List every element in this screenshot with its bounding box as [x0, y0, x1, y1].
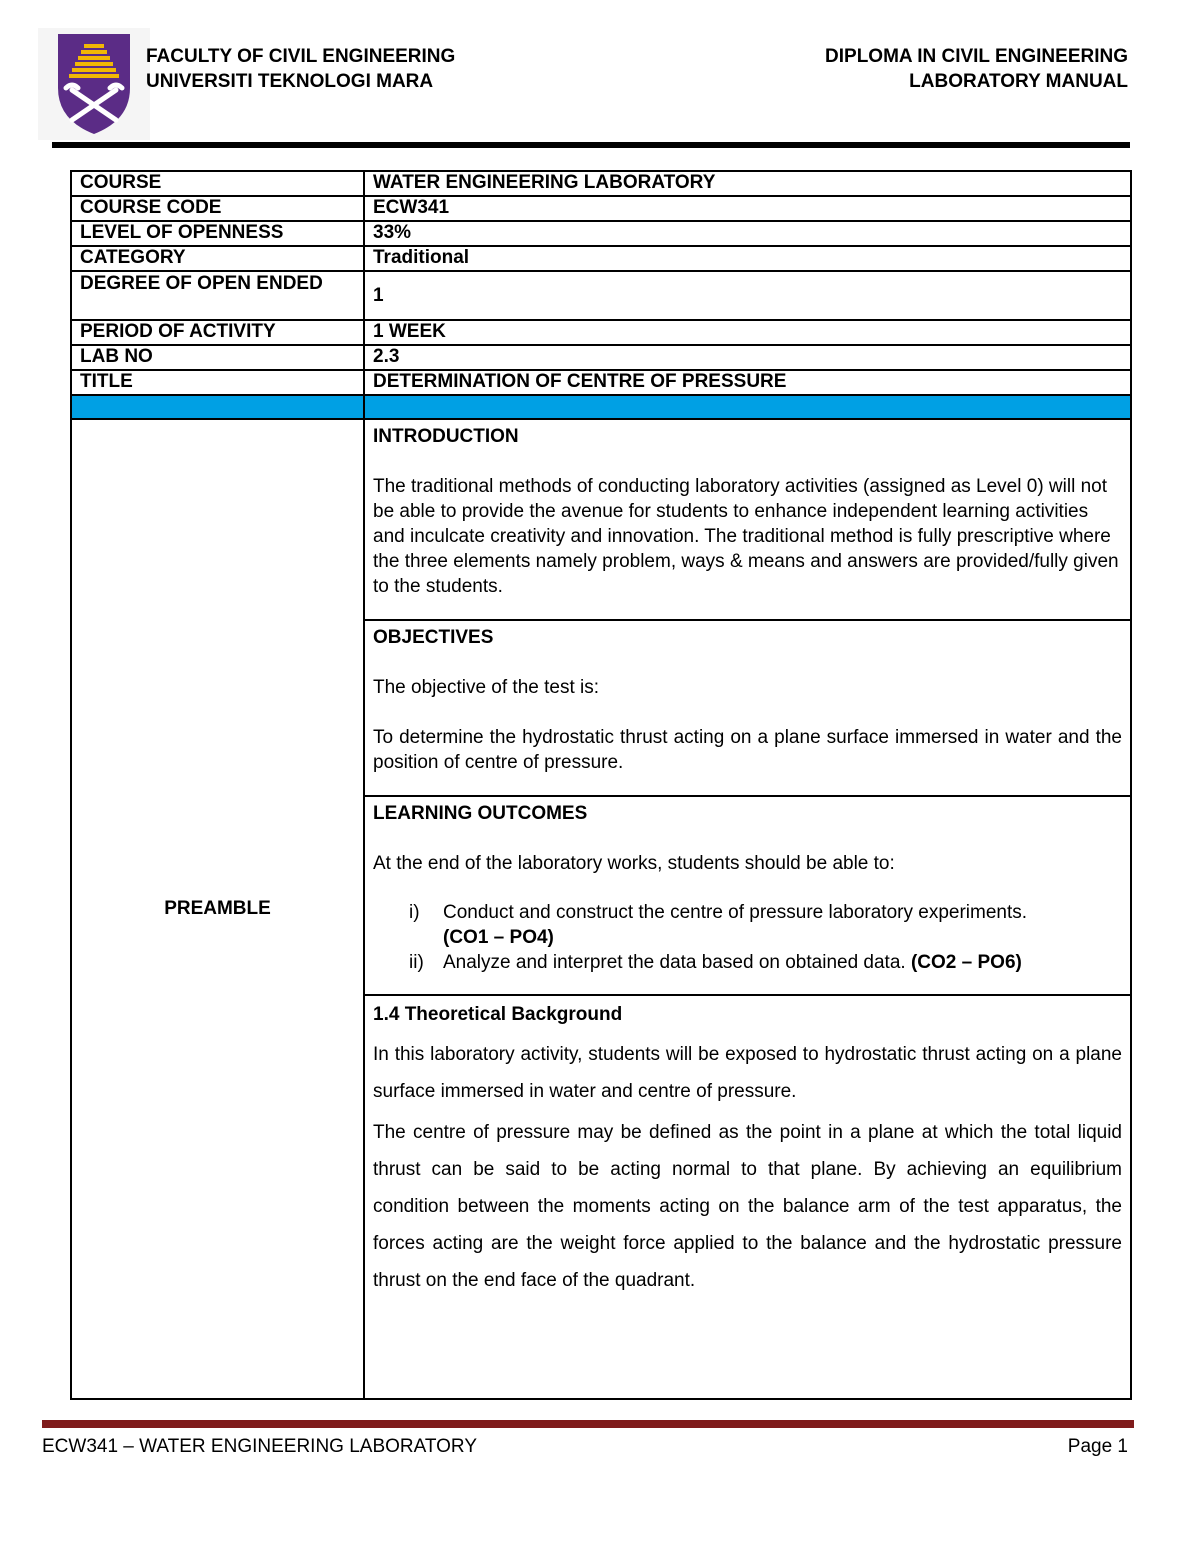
info-label: LAB NO	[71, 345, 364, 370]
university-name: UNIVERSITI TEKNOLOGI MARA	[146, 71, 434, 92]
learning-outcomes-list	[373, 900, 1122, 975]
info-row-period-of-activity	[71, 320, 1131, 345]
manual-name: LABORATORY MANUAL	[909, 71, 1128, 92]
learning-outcomes-intro: At the end of the laboratory works, students should be able to:	[373, 853, 895, 874]
info-row-course	[71, 171, 1131, 196]
list-item	[373, 900, 1122, 950]
theory-cell	[364, 995, 1131, 1399]
info-label: DEGREE OF OPEN ENDED	[71, 271, 364, 320]
theory-paragraph-1: In this laboratory activity, students will be exposed to hydrostatic thrust acting on a plane surface immersed in water and centre of pressure.	[373, 1044, 1122, 1102]
accent-bar-left	[71, 395, 364, 419]
list-item-text: Conduct and construct the centre of pressure laboratory experiments.	[443, 902, 1028, 923]
theory-heading: 1.4 Theoretical Background	[373, 1004, 623, 1025]
header-right	[825, 44, 1128, 94]
info-value: DETERMINATION OF CENTRE OF PRESSURE	[364, 370, 1131, 395]
info-row-category	[71, 246, 1131, 271]
info-label: COURSE CODE	[71, 196, 364, 221]
info-value: 1	[364, 271, 1131, 320]
info-label: PERIOD OF ACTIVITY	[71, 320, 364, 345]
objectives-heading: OBJECTIVES	[373, 627, 494, 648]
info-value: 2.3	[364, 345, 1131, 370]
accent-bar-row	[71, 395, 1131, 419]
list-item-code: (CO2 – PO6)	[910, 952, 1022, 973]
learning-outcomes-heading: LEARNING OUTCOMES	[373, 803, 588, 824]
learning-outcomes-cell	[364, 796, 1131, 995]
introduction-cell	[364, 419, 1131, 620]
info-label: COURSE	[71, 171, 364, 196]
accent-bar-right	[364, 395, 1131, 419]
info-value: Traditional	[364, 246, 1131, 271]
preamble-label: PREAMBLE	[71, 419, 364, 1399]
info-label: TITLE	[71, 370, 364, 395]
objectives-text: To determine the hydrostatic thrust acting on a plane surface immersed in water and the position of centre of pressure.	[373, 727, 1122, 773]
objectives-intro: The objective of the test is:	[373, 677, 600, 698]
info-row-course-code	[71, 196, 1131, 221]
list-item-code: (CO1 – PO4)	[443, 927, 554, 948]
info-label: CATEGORY	[71, 246, 364, 271]
lab-sheet-table	[70, 170, 1132, 1400]
faculty-name: FACULTY OF CIVIL ENGINEERING	[146, 46, 456, 67]
header-left	[146, 44, 455, 94]
uitm-crest-icon	[38, 28, 150, 140]
program-name: DIPLOMA IN CIVIL ENGINEERING	[825, 46, 1128, 67]
footer-divider	[42, 1420, 1134, 1428]
info-row-lab-no	[71, 345, 1131, 370]
list-item-text: Analyze and interpret the data based on obtained data.	[443, 952, 906, 973]
info-value: ECW341	[364, 196, 1131, 221]
list-item-number: ii)	[409, 952, 424, 973]
footer-page-number: Page 1	[1067, 1436, 1128, 1457]
list-item-number: i)	[409, 902, 420, 923]
header-divider	[52, 142, 1130, 148]
list-item	[373, 950, 1122, 975]
info-value: WATER ENGINEERING LABORATORY	[364, 171, 1131, 196]
introduction-text: The traditional methods of conducting laboratory activities (assigned as Level 0) will not be able to provide the avenue for students to enhance independent learning activities and inculcate creativity and innovation. The traditional method is fully prescriptive where the three elements namely problem, ways & means and answers are provided/fully given to the students.	[373, 476, 1119, 597]
info-row-level-of-openness	[71, 221, 1131, 246]
introduction-heading: INTRODUCTION	[373, 426, 519, 447]
info-value: 1 WEEK	[364, 320, 1131, 345]
footer-course: ECW341 – WATER ENGINEERING LABORATORY	[42, 1436, 477, 1457]
objectives-cell	[364, 620, 1131, 796]
section-introduction	[71, 419, 1131, 620]
info-label: LEVEL OF OPENNESS	[71, 221, 364, 246]
theory-paragraph-2: The centre of pressure may be defined as the point in a plane at which the total liquid thrust can be said to be acting normal to that plane. By achieving an equilibrium condition between the moments acting on the balance arm of the test apparatus, the forces acting are the weight force applied to the balance and the hydrostatic pressure thrust on the end face of the quadrant.	[373, 1122, 1122, 1291]
info-row-degree-of-open-ended	[71, 271, 1131, 320]
info-value: 33%	[364, 221, 1131, 246]
info-row-title	[71, 370, 1131, 395]
